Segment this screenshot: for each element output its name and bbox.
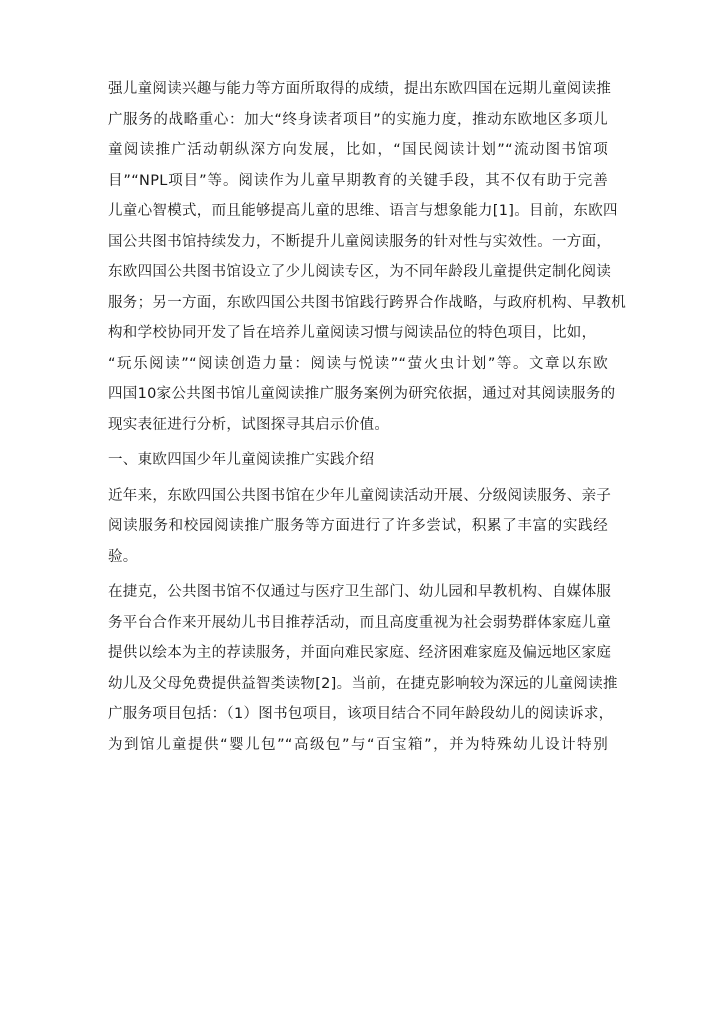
text-line: 儿童心智模式，而且能够提高儿童的思维、语言与想象能力[1]。目前，东欧四 — [108, 203, 618, 219]
text-line: 东欧四国公共图书馆设立了少儿阅读专区，为不同年龄段儿童提供定制化阅读 — [108, 264, 612, 280]
section-heading — [108, 445, 608, 476]
text-line: 广服务项目包括：（1）图书包项目，该项目结合不同年龄段幼儿的阅读诉求， — [108, 706, 614, 722]
text-line: 童阅读推广活动朝纵深方向发展，比如，“国民阅读计划”“流动图书馆项 — [108, 142, 608, 158]
paragraph-czech — [108, 577, 618, 760]
text-line: 务平台合作来开展幼儿书目推荐活动，而且高度重视为社会弱势群体家庭儿童 — [108, 614, 612, 631]
heading-text: 一、東欧四国少年儿童阅读推广实践介绍 — [108, 452, 375, 468]
text-line: 幼儿及父母免费提供益智类读物[2]。当前，在捷克影响较为深远的儿童阅读推 — [108, 675, 618, 692]
text-line: 强儿童阅读兴趣与能力等方面所取得的成绩，提出东欧四国在远期儿童阅读推 — [108, 81, 612, 97]
text-line: 在捷克，公共图书馆不仅通过与医疗卫生部门、幼儿园和早教机构、自媒体服 — [108, 584, 612, 600]
text-line: 为到馆儿童提供“婴儿包”“高级包”与“百宝箱”，并为特殊幼儿设计特别 — [108, 736, 608, 753]
text-line: 验。 — [108, 548, 138, 565]
text-line: 近年来，东欧四国公共图书馆在少年儿童阅读活动开展、分级阅读服务、亲子 — [108, 487, 612, 504]
text-line: 广服务的战略重心：加大“终身读者项目”的实施力度，推动东欧地区多项儿 — [108, 111, 608, 128]
text-line: “玩乐阅读”“阅读创造力量：阅读与悦读”“萤火虫计划”等。文章以东欧 — [108, 355, 608, 372]
body-text — [108, 74, 626, 760]
text-line: 构和学校协同开发了旨在培养儿童阅读习惯与阅读品位的特色项目，比如， — [108, 325, 597, 341]
text-line: 阅读服务和校园阅读推广服务等方面进行了许多尝试，积累了丰富的实践经 — [108, 518, 608, 534]
text-line: 提供以绘本为主的荐读服务，并面向难民家庭、经济困难家庭及偏远地区家庭 — [108, 645, 612, 661]
text-line: 现实表征进行分析，试图探寻其启示价值。 — [108, 416, 390, 433]
text-line: 国公共图书馆持续发力，不断提升儿童阅读服务的针对性与实效性。一方面， — [108, 233, 612, 250]
paragraph-recent — [108, 481, 612, 573]
text-line: 服务；另一方面，东欧四国公共图书馆践行跨界合作战略，与政府机构、早教机 — [108, 294, 626, 311]
paragraph-intro — [108, 74, 626, 440]
text-line: 目”“NPL项目”等。阅读作为儿童早期教育的关键手段，其不仅有助于完善 — [108, 172, 608, 189]
text-line: 四国10家公共图书馆儿童阅读推广服务案例为研究依据，通过对其阅读服务的 — [108, 386, 616, 402]
